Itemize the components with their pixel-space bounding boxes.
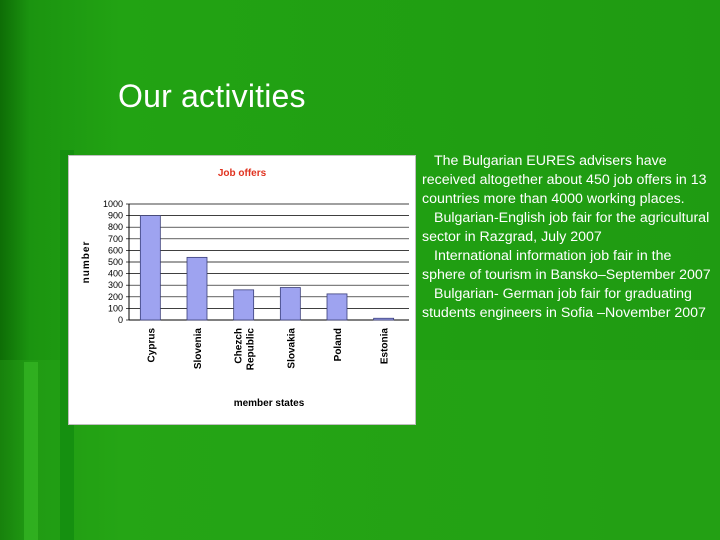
- y-tick-label: 1000: [102, 199, 123, 209]
- x-category-label: Poland: [333, 328, 344, 362]
- x-category-label: Cyprus: [146, 328, 158, 363]
- y-tick-label: 400: [107, 268, 123, 279]
- x-category-label: Estonia: [379, 328, 391, 365]
- y-tick-label: 100: [107, 303, 123, 314]
- bar-chezch-republic: [234, 290, 254, 320]
- paragraph-sofia-fair: Bulgarian- German job fair for graduating students engineers in Sofia –November 2007: [422, 286, 706, 321]
- y-tick-label: 200: [107, 291, 123, 302]
- bar-cyprus: [140, 216, 160, 320]
- y-tick-label: 900: [107, 210, 123, 221]
- x-axis-label: member states: [233, 398, 305, 409]
- bar-chart-svg: [69, 156, 415, 424]
- paragraph-bansko-fair: International information job fair in the sphere of tourism in Bansko–September 2007: [422, 248, 711, 283]
- y-tick-label: 500: [107, 257, 123, 267]
- paragraph-razgrad-fair: Bulgarian-English job fair for the agricultural sector in Razgrad, July 2007: [422, 210, 710, 245]
- x-category-label: ChezchRepublic: [233, 328, 257, 371]
- bar-slovenia: [187, 257, 207, 320]
- y-tick-label: 0: [117, 315, 123, 325]
- chart-title: Job offers: [217, 168, 267, 179]
- slide-title: Our activities: [118, 78, 306, 114]
- y-tick-label: 300: [107, 280, 123, 291]
- y-tick-label: 800: [107, 222, 123, 233]
- bar-slovakia: [280, 288, 300, 320]
- paragraph-job-offers: The Bulgarian EURES advisers have received altogether about 450 job offers in 13 countries more than 4000 working places.: [422, 153, 707, 207]
- job-offers-chart: [68, 155, 416, 425]
- bar-poland: [327, 294, 347, 320]
- y-tick-label: 600: [107, 245, 123, 256]
- y-axis-label: number: [81, 240, 92, 284]
- body-text: [422, 152, 714, 323]
- x-category-label: Slovenia: [193, 328, 204, 370]
- x-category-label: Slovakia: [286, 328, 298, 369]
- bar-estonia: [374, 318, 394, 320]
- background-accent-stripe: [24, 362, 38, 540]
- y-tick-label: 700: [107, 233, 123, 244]
